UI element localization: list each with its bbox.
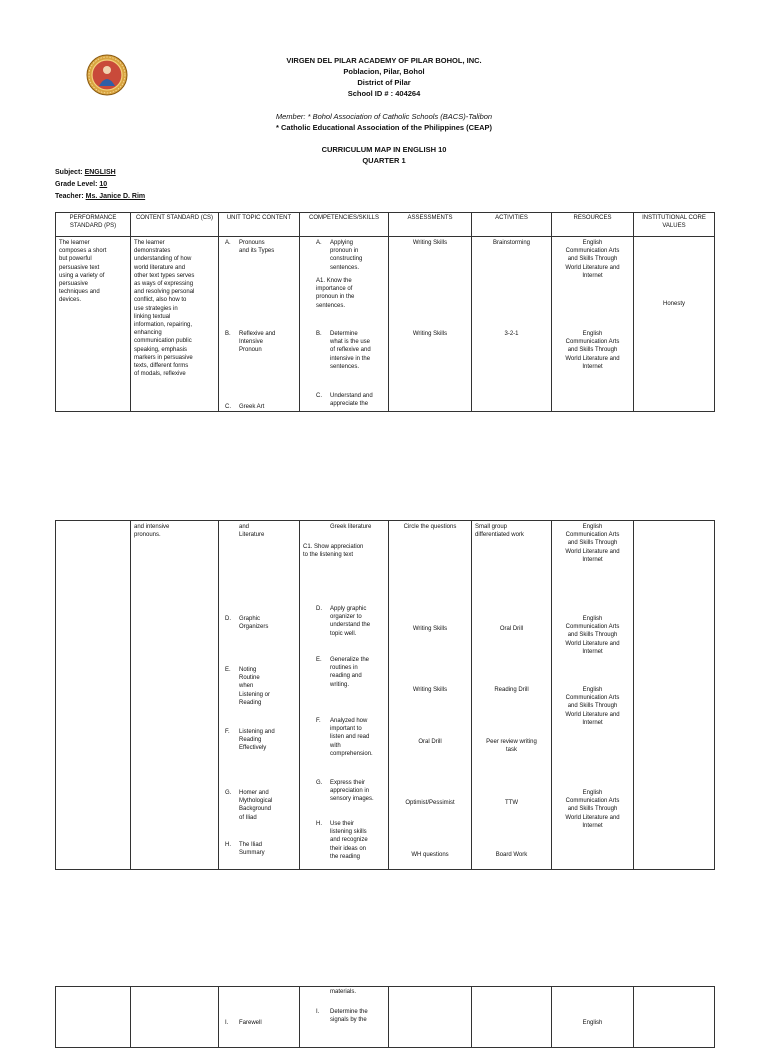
teacher-line: [55, 192, 145, 201]
col-header-assessments: ASSESSMENTS: [389, 213, 472, 237]
resource-c: English Communication Arts and Skills Through World Literature and Internet: [565, 524, 620, 563]
subject-line: [55, 168, 116, 177]
col-header-resources: RESOURCES: [552, 213, 634, 237]
col-header-cs: CONTENT STANDARD (CS): [131, 213, 219, 237]
unit-f-text: Listening and Reading Effectively: [239, 729, 275, 752]
comp-letter-a: A.: [316, 240, 322, 246]
grade-value: 10: [99, 181, 108, 188]
activity-g: TTW: [505, 800, 518, 806]
unit-c-text: Greek Art: [239, 404, 265, 410]
comp-continued: materials.: [330, 989, 357, 995]
curriculum-table-page-1: [55, 212, 715, 412]
teacher-label: Teacher:: [55, 193, 84, 200]
document-quarter: QUARTER 1: [362, 156, 406, 165]
comp-d-text: Apply graphic organizer to understand the topic well.: [330, 606, 371, 637]
curriculum-table-page-3: [55, 986, 715, 1048]
subject-label: Subject:: [55, 169, 83, 176]
table-header-row: [56, 213, 715, 237]
unit-letter-i: I.: [225, 1020, 229, 1026]
comp-f-text: Analyzed how important to listen and read with comprehension.: [330, 718, 373, 757]
resource-d: English Communication Arts and Skills Through World Literature and Internet: [565, 616, 620, 655]
comp-c-text: Understand and appreciate the: [330, 393, 373, 408]
table-row: [56, 987, 715, 1048]
unit-i-text: Farewell: [239, 1020, 262, 1026]
school-id: School ID # : 404264: [347, 89, 421, 98]
core-value-text: Honesty: [662, 301, 685, 307]
resource-g: English Communication Arts and Skills Through World Literature and Internet: [565, 790, 620, 829]
resource-i: English: [582, 1020, 603, 1026]
unit-letter-c: C.: [225, 404, 231, 410]
document-title: CURRICULUM MAP IN ENGLISH 10: [321, 145, 447, 154]
comp-c1-text: C1. Show appreciation to the listening text: [303, 544, 364, 559]
teacher-value: Ms. Janice D. Rim: [85, 193, 146, 200]
assessment-2: Writing Skills: [412, 331, 448, 337]
comp-letter-d: D.: [316, 606, 322, 612]
school-district: District of Pilar: [357, 78, 411, 87]
comp-a1-text: A1. Know the importance of pronoun in the sentences.: [316, 278, 355, 309]
assessment-d: Writing Skills: [412, 626, 448, 632]
curriculum-table-page-2: [55, 520, 715, 870]
activity-2: 3-2-1: [504, 331, 519, 337]
col-header-activities: ACTIVITIES: [472, 213, 552, 237]
unit-letter-f: F.: [225, 729, 230, 735]
school-name: VIRGEN DEL PILAR ACADEMY OF PILAR BOHOL, INC.: [286, 56, 482, 65]
unit-letter-g: G.: [225, 790, 232, 796]
assessment-g: Optimist/Pessimist: [405, 800, 455, 806]
resource-2: English Communication Arts and Skills Through World Literature and Internet: [565, 331, 620, 370]
grade-label: Grade Level:: [55, 181, 98, 188]
comp-letter-b: B.: [316, 331, 322, 337]
unit-d-text: Graphic Organizers: [239, 616, 269, 631]
unit-letter-a: A.: [225, 240, 231, 246]
unit-b-text: Reflexive and Intensive Pronoun: [239, 331, 276, 354]
ps-text: The learner composes a short but powerful persuasive text using a variety of persuasive techniques and devices.: [59, 240, 107, 304]
assessment-f: Oral Drill: [418, 739, 442, 745]
school-address: Poblacion, Pilar, Bohol: [343, 67, 425, 76]
activity-h: Board Work: [495, 852, 528, 858]
col-header-ps: PERFORMANCE STANDARD (PS): [56, 213, 131, 237]
comp-letter-i: I.: [316, 1009, 320, 1015]
comp-letter-f: F.: [316, 718, 321, 724]
subject-value: ENGLISH: [84, 169, 116, 176]
assessment-h: WH questions: [411, 852, 449, 858]
comp-i-text: Determine the signals by the: [330, 1009, 368, 1024]
table-row: [56, 237, 715, 412]
unit-a-text: Pronouns and its Types: [239, 240, 275, 255]
assessment-c: Circle the questions: [403, 524, 457, 530]
activity-1: Brainstorming: [492, 240, 530, 246]
comp-b-text: Determine what is the use of reflexive and intensive in the sentences.: [330, 331, 371, 370]
comp-letter-h: H.: [316, 821, 322, 827]
assessment-e: Writing Skills: [412, 687, 448, 693]
membership-ceap: * Catholic Educational Association of the Philippines (CEAP): [276, 123, 492, 132]
assessment-1: Writing Skills: [412, 240, 448, 246]
col-header-competencies: COMPETENCIES/SKILLS: [300, 213, 389, 237]
resource-1: English Communication Arts and Skills Through World Literature and Internet: [565, 240, 620, 279]
activity-f: Peer review writing task: [486, 739, 537, 754]
comp-h-text: Use their listening skills and recognize their ideas on the reading: [330, 821, 368, 860]
unit-letter-e: E.: [225, 667, 231, 673]
activity-c: Small group differentiated work: [475, 524, 524, 539]
unit-e-text: Noting Routine when Listening or Reading: [239, 667, 271, 706]
comp-g-text: Express their appreciation in sensory images.: [330, 780, 374, 803]
activity-e: Reading Drill: [494, 687, 529, 693]
col-header-core-values: INSTITUTIONAL CORE VALUES: [634, 213, 715, 237]
unit-letter-h: H.: [225, 842, 231, 848]
resource-e: English Communication Arts and Skills Through World Literature and Internet: [565, 687, 620, 726]
unit-letter-b: B.: [225, 331, 231, 337]
unit-c-continued: and Literature: [239, 524, 265, 539]
comp-a-text: Applying pronoun in constructing sentences.: [330, 240, 363, 271]
membership-bacs: Member: * Bohol Association of Catholic Schools (BACS)-Talibon: [275, 112, 493, 121]
comp-e-text: Generalize the routines in reading and writing.: [330, 657, 370, 688]
comp-letter-g: G.: [316, 780, 323, 786]
comp-letter-c: C.: [316, 393, 322, 399]
table-row: [56, 521, 715, 870]
comp-letter-e: E.: [316, 657, 322, 663]
cs-continued-text: and intensive pronouns.: [134, 524, 170, 539]
activity-d: Oral Drill: [499, 626, 524, 632]
comp-c-continued: Greek literature: [330, 524, 372, 530]
cs-text: The learner demonstrates understanding of how world literature and other text types serves as ways of expressing and resolving personal conflict, also how to use strategies in linking textual information, repairing, enhancing communication public speaking, emphasis markers in persuasive texts, different forms of modals, reflexive: [134, 240, 195, 378]
grade-line: [55, 180, 107, 189]
unit-g-text: Homer and Mythological Background of Iliad: [239, 790, 273, 821]
unit-letter-d: D.: [225, 616, 231, 622]
col-header-unit: UNIT TOPIC CONTENT: [219, 213, 300, 237]
unit-h-text: The Iliad Summary: [239, 842, 265, 857]
